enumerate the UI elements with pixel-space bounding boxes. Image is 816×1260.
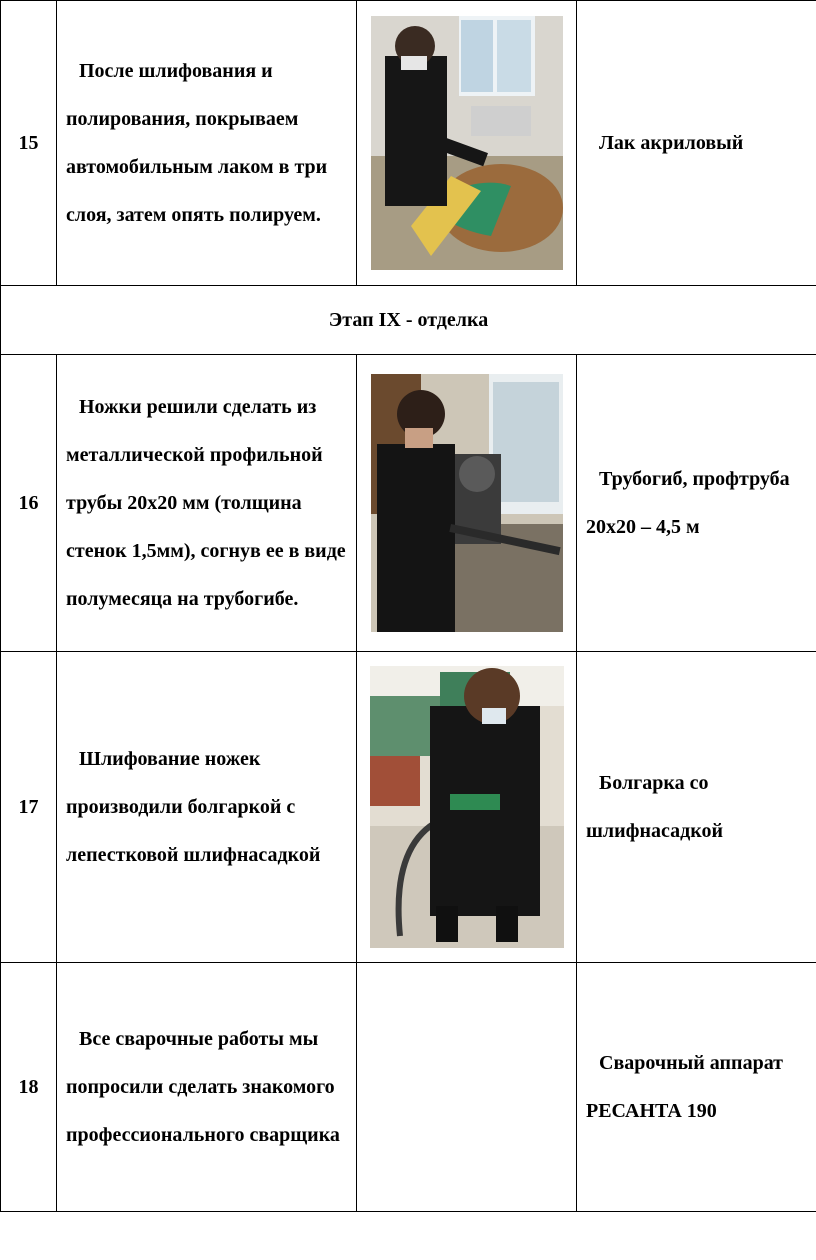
step-number: 17: [1, 652, 57, 963]
step-tools: Болгарка со шлифнасадкой: [577, 652, 816, 963]
step-tools: Лак акриловый: [577, 1, 816, 286]
photo-varnishing-table: [371, 16, 563, 270]
step-photo-cell: [357, 652, 577, 963]
photo-pipe-bender: [371, 374, 563, 632]
stage-heading: Этап IX - отделка: [1, 286, 816, 355]
step-description: Шлифование ножек производили болгаркой с лепестковой шлифнасадкой: [57, 652, 357, 963]
step-description: После шлифования и полирования, покрываем автомобильным лаком в три слоя, затем опять полируем.: [57, 1, 357, 286]
table-row: [1, 1, 816, 286]
step-number: 18: [1, 963, 57, 1212]
step-tools: Трубогиб, профтруба 20х20 – 4,5 м: [577, 355, 816, 652]
photo-grinding-legs: [370, 666, 564, 948]
step-photo-cell: [357, 355, 577, 652]
table-row: [1, 652, 816, 963]
step-number: 16: [1, 355, 57, 652]
step-description: Все сварочные работы мы попросили сделать знакомого профессионального сварщика: [57, 963, 357, 1212]
step-photo-cell-empty: [357, 963, 577, 1212]
table-row: [1, 963, 816, 1212]
step-description: Ножки решили сделать из металлической профильной трубы 20х20 мм (толщина стенок 1,5мм), согнув ее в виде полумесяца на трубогибе.: [57, 355, 357, 652]
table-row: [1, 355, 816, 652]
step-number: 15: [1, 1, 57, 286]
step-tools: Сварочный аппарат РЕСАНТА 190: [577, 963, 816, 1212]
stage-row: [1, 286, 816, 355]
step-photo-cell: [357, 1, 577, 286]
